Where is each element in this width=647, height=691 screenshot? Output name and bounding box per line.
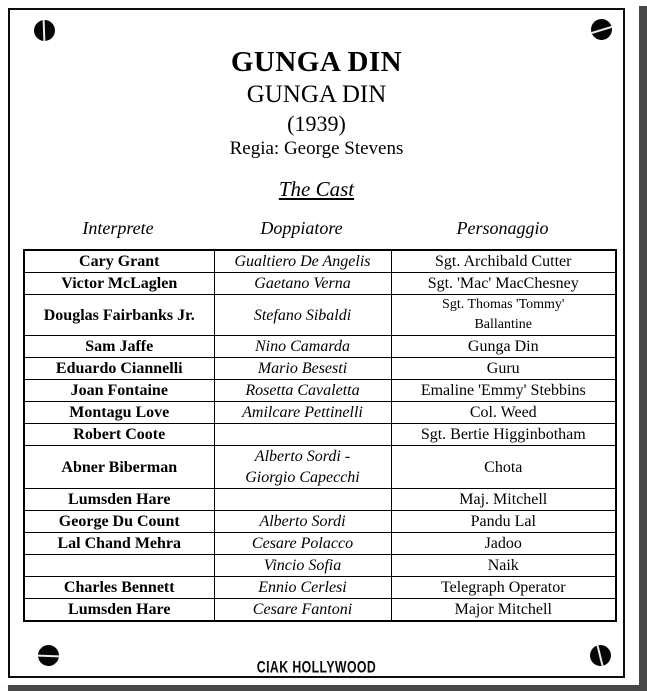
interprete-text: Sam Jaffe <box>85 338 154 355</box>
cell-doppiatore <box>214 511 391 533</box>
column-header-interprete: Interprete <box>82 218 154 238</box>
interprete-text: Lal Chand Mehra <box>57 535 182 552</box>
interprete-text: Robert Coote <box>73 426 166 443</box>
cell-interprete <box>24 599 214 622</box>
interprete-text: Montagu Love <box>69 404 170 421</box>
cell-interprete <box>24 402 214 424</box>
doppiatore-text: Mario Besesti <box>257 360 348 377</box>
column-header-personaggio: Personaggio <box>456 218 549 238</box>
table-row <box>24 358 616 380</box>
personaggio-text: Gunga Din <box>467 338 539 355</box>
interprete-text: Abner Biberman <box>61 458 178 476</box>
personaggio-text: Jadoo <box>484 535 522 552</box>
cell-personaggio <box>391 446 616 489</box>
interprete-text: Cary Grant <box>79 253 160 270</box>
cell-interprete <box>24 424 214 446</box>
doppiatore-text: Ennio Cerlesi <box>258 579 347 596</box>
table-row <box>24 533 616 555</box>
table-column-headers <box>23 216 615 240</box>
cell-doppiatore <box>214 336 391 358</box>
table-row <box>24 555 616 577</box>
screw-bottom-right-icon <box>588 643 613 668</box>
personaggio-text: Sgt. Archibald Cutter <box>435 253 572 270</box>
doppiatore-text: Amilcare Pettinelli <box>242 404 363 421</box>
interprete-text: Douglas Fairbanks Jr. <box>43 306 195 324</box>
table-row <box>24 250 616 273</box>
cell-doppiatore <box>214 402 391 424</box>
personaggio-text: Emaline 'Emmy' Stebbins <box>420 382 586 399</box>
table-row <box>24 446 616 489</box>
interprete-text: Eduardo Ciannelli <box>55 360 183 377</box>
table-row <box>24 489 616 511</box>
cell-personaggio <box>391 273 616 295</box>
cell-doppiatore <box>214 555 391 577</box>
screw-bottom-left-icon <box>38 645 60 667</box>
doppiatore-text: Cesare Fantoni <box>252 601 353 618</box>
doppiatore-text: Nino Camarda <box>255 338 350 355</box>
personaggio-text: Chota <box>484 458 523 476</box>
doppiatore-text: Rosetta Cavaletta <box>245 382 360 399</box>
personaggio-text: Telegraph Operator <box>440 579 566 596</box>
cell-personaggio <box>391 555 616 577</box>
personaggio-text: Sgt. 'Mac' MacChesney <box>427 275 579 292</box>
doppiatore-text: Cesare Polacco <box>251 535 354 552</box>
personaggio-text: Col. Weed <box>469 404 537 421</box>
cell-personaggio <box>391 336 616 358</box>
cell-interprete <box>24 250 214 273</box>
cell-personaggio <box>391 250 616 273</box>
cell-doppiatore <box>214 295 391 336</box>
cell-doppiatore <box>214 577 391 599</box>
doppiatore-text: Alberto Sordi - Giorgio Capecchi <box>245 448 360 486</box>
doppiatore-text: Stefano Sibaldi <box>253 306 352 324</box>
cell-personaggio <box>391 489 616 511</box>
column-header-doppiatore: Doppiatore <box>260 218 343 238</box>
film-director: Regia: George Stevens <box>229 138 404 159</box>
cell-doppiatore <box>214 424 391 446</box>
film-title: GUNGA DIN <box>230 46 403 78</box>
table-row <box>24 336 616 358</box>
film-original-title: GUNGA DIN <box>246 81 387 108</box>
cell-doppiatore <box>214 489 391 511</box>
cell-doppiatore <box>214 273 391 295</box>
table-row <box>24 511 616 533</box>
interprete-text: Victor McLaglen <box>61 275 178 292</box>
interprete-text: Lumsden Hare <box>68 601 171 618</box>
table-row <box>24 402 616 424</box>
cell-interprete <box>24 295 214 336</box>
cell-personaggio <box>391 577 616 599</box>
cell-personaggio <box>391 295 616 336</box>
table-row <box>24 295 616 336</box>
cell-interprete <box>24 511 214 533</box>
personaggio-text: Major Mitchell <box>454 601 552 618</box>
personaggio-text: Guru <box>486 360 520 377</box>
cell-doppiatore <box>214 250 391 273</box>
interprete-text: George Du Count <box>58 513 180 530</box>
table-row <box>24 273 616 295</box>
personaggio-text: Sgt. Thomas 'Tommy' Ballantine <box>442 297 565 332</box>
table-row <box>24 424 616 446</box>
cell-doppiatore <box>214 380 391 402</box>
cell-interprete <box>24 555 214 577</box>
cell-interprete <box>24 577 214 599</box>
cell-interprete <box>24 380 214 402</box>
cell-interprete <box>24 336 214 358</box>
card-frame <box>8 8 625 678</box>
cell-interprete <box>24 273 214 295</box>
cell-personaggio <box>391 380 616 402</box>
doppiatore-text: Gualtiero De Angelis <box>234 253 371 270</box>
title-block <box>10 10 623 161</box>
cell-interprete <box>24 446 214 489</box>
table-row <box>24 599 616 622</box>
cell-personaggio <box>391 424 616 446</box>
doppiatore-text: Gaetano Verna <box>254 275 351 292</box>
table-row <box>24 380 616 402</box>
personaggio-text: Pandu Lal <box>470 513 536 530</box>
film-year: (1939) <box>287 111 346 136</box>
cell-personaggio <box>391 358 616 380</box>
interprete-text: Lumsden Hare <box>68 491 171 508</box>
personaggio-text: Sgt. Bertie Higginbotham <box>420 426 586 443</box>
cell-interprete <box>24 358 214 380</box>
table-row <box>24 577 616 599</box>
cell-doppiatore <box>214 599 391 622</box>
cell-interprete <box>24 489 214 511</box>
doppiatore-text: Alberto Sordi <box>259 513 346 530</box>
cell-personaggio <box>391 533 616 555</box>
personaggio-text: Maj. Mitchell <box>459 491 548 508</box>
cell-doppiatore <box>214 446 391 489</box>
cell-interprete <box>24 533 214 555</box>
cell-personaggio <box>391 402 616 424</box>
cell-personaggio <box>391 599 616 622</box>
cast-section-title: The Cast <box>278 177 355 201</box>
interprete-text: Joan Fontaine <box>70 382 168 399</box>
doppiatore-text: Vincio Sofia <box>263 557 342 574</box>
cell-doppiatore <box>214 533 391 555</box>
ciak-hollywood-logo: CIAK HOLLYWOOD <box>256 657 377 678</box>
interprete-text: Charles Bennett <box>63 579 175 596</box>
cell-doppiatore <box>214 358 391 380</box>
cell-personaggio <box>391 511 616 533</box>
cast-table <box>23 249 617 622</box>
personaggio-text: Naik <box>487 557 519 574</box>
